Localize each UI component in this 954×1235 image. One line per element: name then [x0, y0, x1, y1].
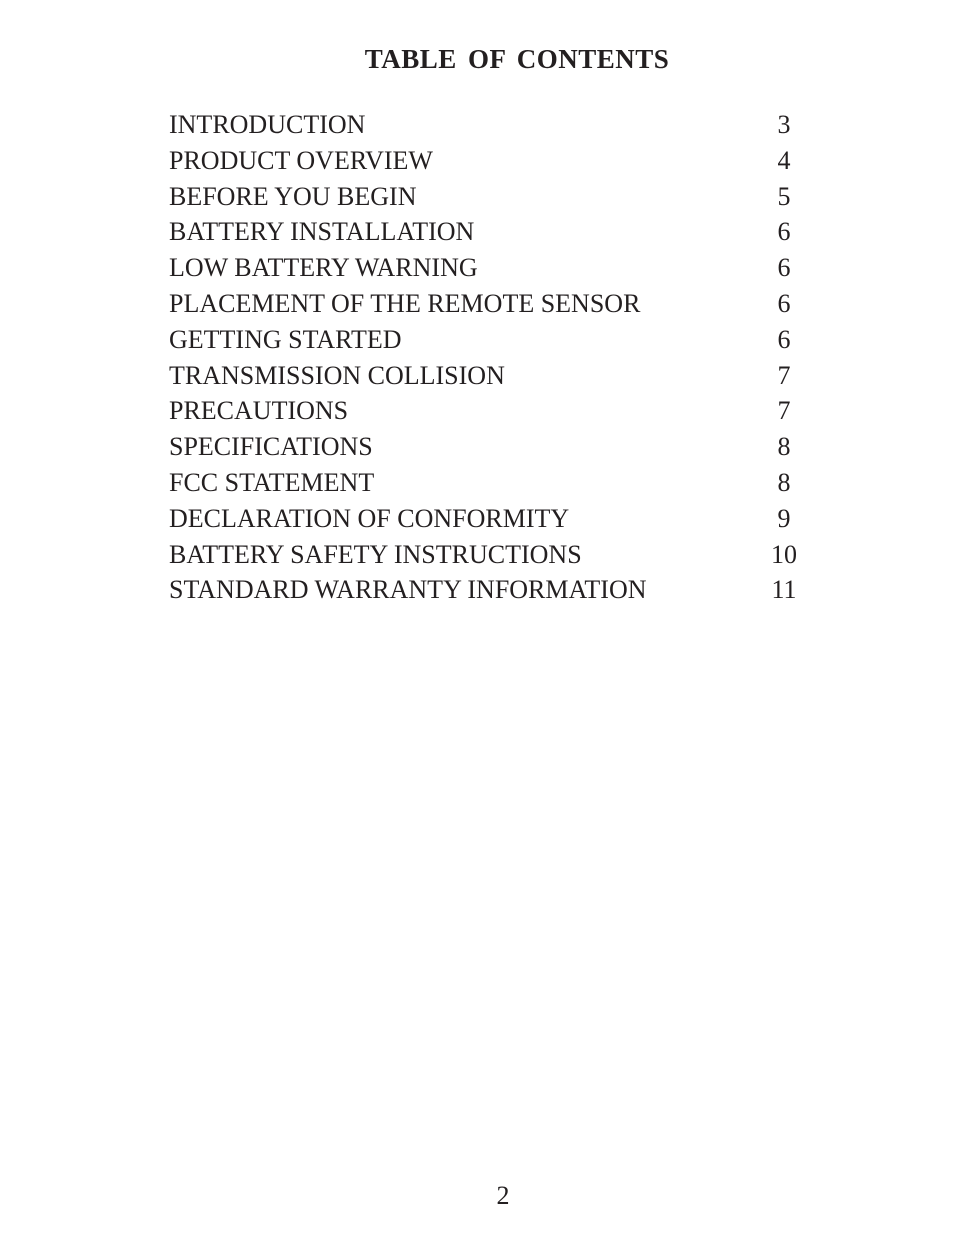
toc-entry-label: LOW BATTERY WARNING: [169, 253, 478, 283]
toc-entry-label: BEFORE YOU BEGIN: [169, 181, 417, 211]
toc-entry-standard-warranty-information: [169, 572, 809, 608]
toc-entry-page: 7: [777, 396, 791, 426]
page-number: 2: [496, 1181, 510, 1210]
toc-entry-label: PRODUCT OVERVIEW: [169, 145, 433, 175]
toc-entry-label: BATTERY INSTALLATION: [169, 217, 475, 247]
toc-entry-label: STANDARD WARRANTY INFORMATION: [169, 575, 647, 605]
toc-entry-page: 8: [777, 432, 791, 462]
toc-entry-fcc-statement: [169, 465, 809, 501]
toc-entry-page: 10: [771, 539, 797, 569]
toc-entry-label: GETTING STARTED: [169, 324, 402, 354]
toc-entry-placement-of-remote-sensor: [169, 286, 809, 322]
toc-entry-page: 8: [777, 467, 791, 497]
toc-entry-transmission-collision: [169, 358, 809, 394]
toc-entry-label: PRECAUTIONS: [169, 396, 349, 426]
toc-entry-introduction: [169, 107, 809, 143]
toc-entry-specifications: [169, 429, 809, 465]
toc-entry-page: 4: [777, 145, 791, 175]
table-of-contents: [169, 107, 809, 608]
toc-entry-page: 5: [777, 181, 791, 211]
toc-entry-label: BATTERY SAFETY INSTRUCTIONS: [169, 539, 582, 569]
toc-entry-page: 11: [771, 575, 797, 605]
toc-entry-low-battery-warning: [169, 250, 809, 286]
toc-entry-page: 6: [777, 253, 791, 283]
toc-entry-product-overview: [169, 143, 809, 179]
toc-entry-before-you-begin: [169, 179, 809, 215]
toc-entry-label: DECLARATION OF CONFORMITY: [169, 503, 570, 533]
toc-entry-getting-started: [169, 322, 809, 358]
toc-entry-label: FCC STATEMENT: [169, 467, 375, 497]
toc-entry-page: 3: [777, 110, 791, 139]
toc-entry-label: SPECIFICATIONS: [169, 432, 373, 462]
toc-entry-label: PLACEMENT OF THE REMOTE SENSOR: [169, 288, 641, 318]
toc-entry-precautions: [169, 393, 809, 429]
toc-entry-page: 6: [777, 288, 791, 318]
toc-entry-label: INTRODUCTION: [169, 110, 366, 139]
toc-entry-page: 9: [777, 503, 791, 533]
toc-entry-battery-installation: [169, 214, 809, 250]
toc-entry-page: 7: [777, 360, 791, 390]
page-title: TABLE OF CONTENTS: [364, 44, 670, 74]
toc-entry-declaration-of-conformity: [169, 501, 809, 537]
toc-entry-page: 6: [777, 217, 791, 247]
toc-entry-battery-safety-instructions: [169, 537, 809, 573]
toc-entry-page: 6: [777, 324, 791, 354]
toc-entry-label: TRANSMISSION COLLISION: [169, 360, 505, 390]
